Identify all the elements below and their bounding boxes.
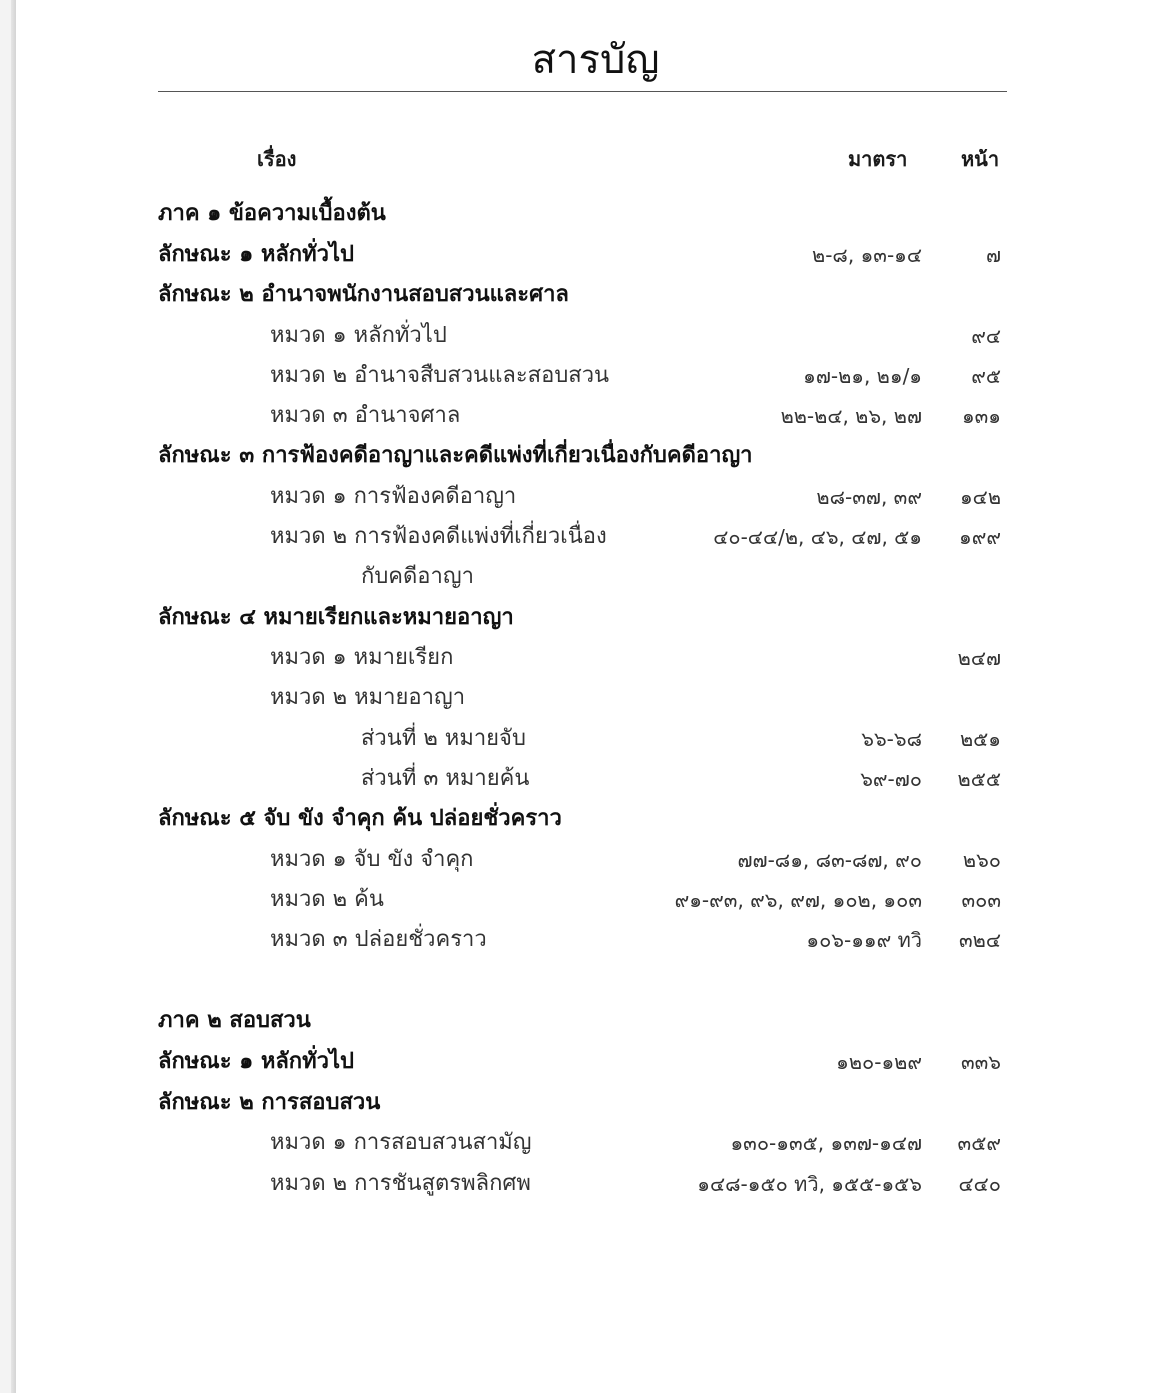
toc-entry-label: หมวด ๑ หมายเรียก	[270, 645, 454, 670]
toc-entry-sections: ๑๒๐-๑๒๙	[836, 1050, 922, 1074]
toc-entry-page: ๒๔๗	[957, 646, 1001, 670]
toc-entry-label: กับคดีอาญา	[361, 564, 474, 589]
toc-entry-label: หมวด ๑ การสอบสวนสามัญ	[270, 1130, 532, 1155]
toc-entry-sections: ๙๑-๙๓, ๙๖, ๙๗, ๑๐๒, ๑๐๓	[674, 888, 922, 912]
column-header-page: หน้า	[961, 147, 1000, 171]
toc-entry-sections: ๔๐-๔๔/๒, ๔๖, ๔๗, ๕๑	[713, 525, 922, 549]
toc-chapter[interactable]	[16, 1164, 1175, 1204]
toc-entry-page: ๓๓๖	[960, 1050, 1001, 1074]
toc-entry-page: ๗	[985, 243, 1001, 267]
toc-entry-label: ส่วนที่ ๒ หมายจับ	[361, 726, 526, 751]
toc-entry-label: หมวด ๓ อำนาจศาล	[270, 403, 461, 428]
toc-chapter[interactable]	[16, 840, 1175, 880]
toc-chapter[interactable]	[16, 477, 1175, 517]
toc-part[interactable]	[16, 1001, 1175, 1041]
toc-chapter[interactable]	[16, 356, 1175, 396]
toc-entry-page: ๙๕	[971, 364, 1001, 388]
toc-entry-sections: ๑๓๐-๑๓๕, ๑๓๗-๑๔๗	[730, 1131, 922, 1155]
toc-title[interactable]	[16, 799, 1175, 839]
toc-entry-page: ๒๕๕	[957, 767, 1001, 791]
title-divider	[158, 91, 1007, 92]
toc-entry-sections: ๑๗-๒๑, ๒๑/๑	[803, 364, 922, 388]
toc-entry-label: หมวด ๒ การชันสูตรพลิกศพ	[270, 1171, 531, 1196]
column-header-topic: เรื่อง	[257, 147, 297, 171]
viewer-left-gutter	[0, 0, 11, 1393]
toc-entry-label: หมวด ๒ หมายอาญา	[270, 685, 466, 710]
toc-part[interactable]	[16, 194, 1175, 234]
toc-entry-sections: ๒-๘, ๑๓-๑๔	[812, 243, 922, 267]
toc-chapter[interactable]	[16, 638, 1175, 678]
toc-entry-label: หมวด ๓ ปล่อยชั่วคราว	[270, 927, 487, 952]
toc-subsection[interactable]	[16, 719, 1175, 759]
toc-title[interactable]	[16, 598, 1175, 638]
toc-entry-page: ๑๔๒	[959, 485, 1001, 509]
toc-title[interactable]	[16, 436, 1175, 476]
toc-entry-sections: ๖๖-๖๘	[861, 727, 922, 751]
toc-entry-label: ลักษณะ ๑ หลักทั่วไป	[158, 242, 355, 267]
toc-entry-page: ๒๖๐	[962, 848, 1001, 872]
toc-entry-label: หมวด ๑ หลักทั่วไป	[270, 323, 447, 348]
toc-entry-label: หมวด ๑ จับ ขัง จำคุก	[270, 847, 474, 872]
toc-entry-page: ๓๕๙	[957, 1131, 1001, 1155]
toc-entry-page: ๑๙๙	[959, 525, 1001, 549]
toc-entry-page: ๓๒๔	[959, 928, 1001, 952]
toc-chapter[interactable]	[16, 880, 1175, 920]
toc-entry-label: ลักษณะ ๒ การสอบสวน	[158, 1090, 381, 1115]
toc-entry-label: ลักษณะ ๓ การฟ้องคดีอาญาและคดีแพ่งที่เกี่ยวเนื่องกับคดีอาญา	[158, 443, 753, 468]
toc-chapter[interactable]	[16, 396, 1175, 436]
toc-entry-label: ภาค ๒ สอบสวน	[158, 1008, 311, 1033]
toc-title[interactable]	[16, 1083, 1175, 1123]
toc-entry-label: หมวด ๒ อำนาจสืบสวนและสอบสวน	[270, 363, 610, 388]
toc-entry-sections: ๒๘-๓๗, ๓๙	[816, 485, 922, 509]
toc-entry-label: ลักษณะ ๒ อำนาจพนักงานสอบสวนและศาล	[158, 282, 569, 307]
toc-entry-label: หมวด ๒ ค้น	[270, 887, 384, 912]
document-page	[16, 0, 1175, 1393]
toc-entry-label: ลักษณะ ๑ หลักทั่วไป	[158, 1049, 355, 1074]
toc-subsection[interactable]	[16, 759, 1175, 799]
toc-entry-page: ๓๐๓	[961, 888, 1001, 912]
toc-entry-page: ๙๔	[971, 324, 1001, 348]
toc-entry-label: หมวด ๑ การฟ้องคดีอาญา	[270, 484, 517, 509]
toc-entry-sections: ๑๐๖-๑๑๙ ทวิ	[806, 928, 922, 952]
toc-entry-sections: ๒๒-๒๔, ๒๖, ๒๗	[780, 404, 922, 428]
toc-entry-label: ลักษณะ ๕ จับ ขัง จำคุก ค้น ปล่อยชั่วคราว	[158, 806, 562, 831]
toc-title[interactable]	[16, 1042, 1175, 1082]
toc-entry-label: ภาค ๑ ข้อความเบื้องต้น	[158, 201, 386, 226]
toc-chapter[interactable]	[16, 316, 1175, 356]
toc-chapter[interactable]	[16, 517, 1175, 557]
toc-title[interactable]	[16, 275, 1175, 315]
toc-entry-label: ส่วนที่ ๓ หมายค้น	[361, 766, 530, 791]
toc-entry-label: หมวด ๒ การฟ้องคดีแพ่งที่เกี่ยวเนื่อง	[270, 524, 607, 549]
toc-entry-sections: ๗๗-๘๑, ๘๓-๘๗, ๙๐	[737, 848, 922, 872]
toc-entry-page: ๔๔๐	[958, 1172, 1001, 1196]
toc-chapter[interactable]	[16, 1123, 1175, 1163]
toc-entry-page: ๑๓๑	[961, 404, 1001, 428]
toc-entry-page: ๒๕๑	[959, 727, 1001, 751]
toc-chapter[interactable]	[16, 920, 1175, 960]
toc-title[interactable]	[16, 235, 1175, 275]
toc-chapter[interactable]	[16, 678, 1175, 718]
toc-chapter-continuation[interactable]	[16, 557, 1175, 597]
column-header-sections: มาตรา	[848, 147, 908, 171]
toc-entry-sections: ๑๔๘-๑๕๐ ทวิ, ๑๕๕-๑๕๖	[697, 1172, 922, 1196]
page-title: สารบัญ	[531, 37, 660, 83]
toc-entry-sections: ๖๙-๗๐	[860, 767, 922, 791]
toc-entry-label: ลักษณะ ๔ หมายเรียกและหมายอาญา	[158, 605, 514, 630]
